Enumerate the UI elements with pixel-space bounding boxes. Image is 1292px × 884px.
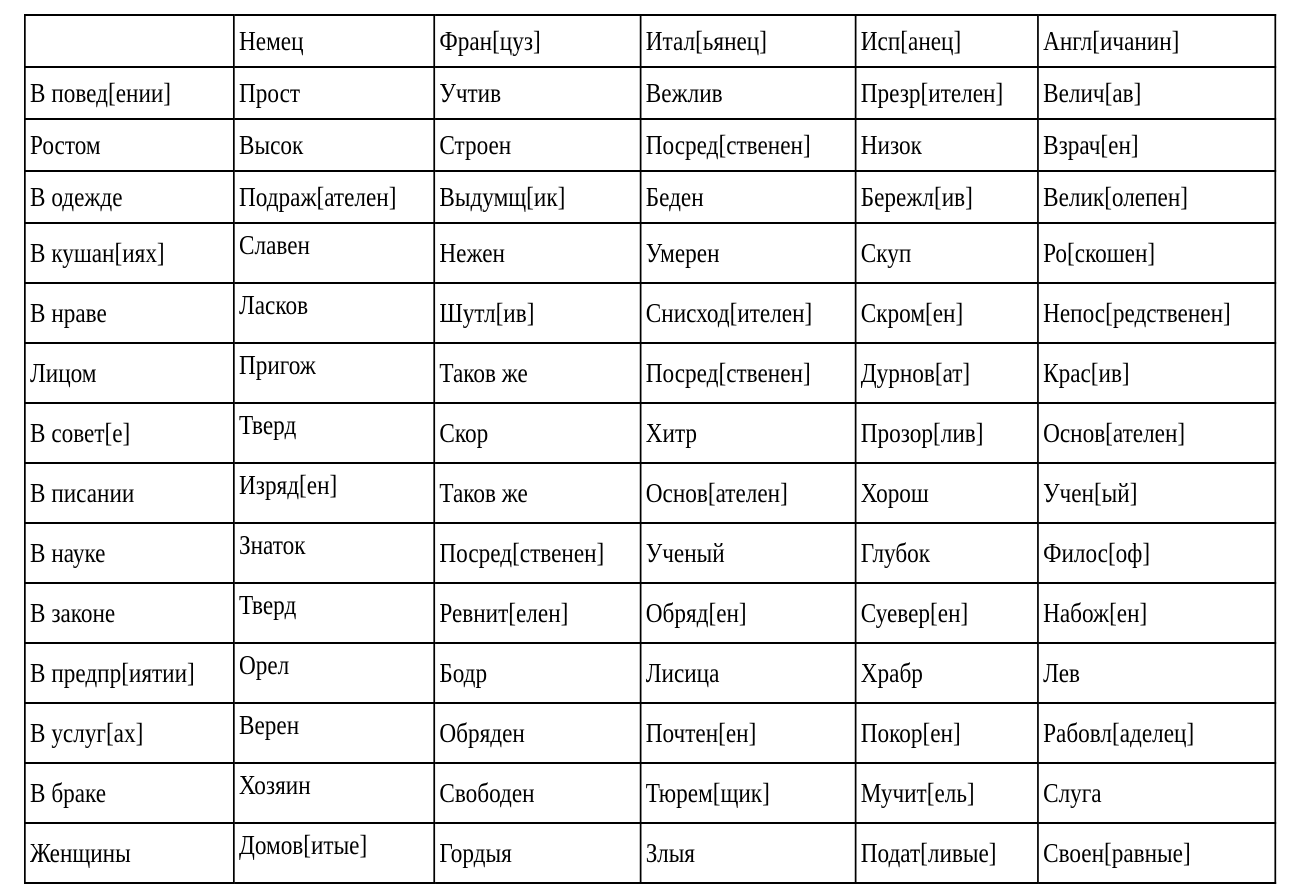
header-cell-english: Англ[ичанин] <box>1038 15 1275 67</box>
table-cell: Таков же <box>434 343 640 403</box>
table-cell: Шутл[ив] <box>434 283 640 343</box>
table-cell: Прозор[лив] <box>856 403 1038 463</box>
table-row <box>25 643 1275 703</box>
table-row <box>25 583 1275 643</box>
table-cell: Вежлив <box>641 67 856 119</box>
row-label: Лицом <box>25 343 234 403</box>
table-cell: Ревнит[елен] <box>434 583 640 643</box>
table-cell: Свободен <box>434 763 640 823</box>
table-cell: Выдумщ[ик] <box>434 171 640 223</box>
table-cell: Учтив <box>434 67 640 119</box>
table-cell: Дурнов[ат] <box>856 343 1038 403</box>
table-cell: Ученый <box>641 523 856 583</box>
header-cell-italian: Итал[ьянец] <box>641 15 856 67</box>
table-cell: Основ[ателен] <box>1038 403 1275 463</box>
row-label: В писании <box>25 463 234 523</box>
row-label: В услуг[ах] <box>25 703 234 763</box>
table-row <box>25 403 1275 463</box>
table-row <box>25 343 1275 403</box>
header-row <box>25 15 1275 67</box>
table-row <box>25 823 1275 883</box>
row-label: В одежде <box>25 171 234 223</box>
table-cell: Нежен <box>434 223 640 283</box>
table-cell: Снисход[ителен] <box>641 283 856 343</box>
table-cell: Храбр <box>856 643 1038 703</box>
table-cell: Скуп <box>856 223 1038 283</box>
table-cell: Бережл[ив] <box>856 171 1038 223</box>
table-cell: Слуга <box>1038 763 1275 823</box>
table-cell: Учен[ый] <box>1038 463 1275 523</box>
row-label: В законе <box>25 583 234 643</box>
table-cell: Таков же <box>434 463 640 523</box>
row-label: В предпр[иятии] <box>25 643 234 703</box>
table-cell: Высок <box>234 119 434 171</box>
table-cell: Скор <box>434 403 640 463</box>
table-cell: Суевер[ен] <box>856 583 1038 643</box>
table-cell: Рабовл[аделец] <box>1038 703 1275 763</box>
table-cell: Лисица <box>641 643 856 703</box>
table-cell: Умерен <box>641 223 856 283</box>
table-cell: Строен <box>434 119 640 171</box>
row-label: В кушан[иях] <box>25 223 234 283</box>
table-cell: Покор[ен] <box>856 703 1038 763</box>
table-row <box>25 463 1275 523</box>
row-label: В браке <box>25 763 234 823</box>
header-cell-empty <box>25 15 234 67</box>
table-cell: Велич[ав] <box>1038 67 1275 119</box>
header-cell-german: Немец <box>234 15 434 67</box>
header-cell-french: Фран[цуз] <box>434 15 640 67</box>
table-cell: Глубок <box>856 523 1038 583</box>
table-cell: Посред[ственен] <box>434 523 640 583</box>
table-cell: Низок <box>856 119 1038 171</box>
header-cell-spanish: Исп[анец] <box>856 15 1038 67</box>
table-cell: Тверд <box>234 583 434 643</box>
table-cell: Непос[редственен] <box>1038 283 1275 343</box>
table-cell: Подат[ливые] <box>856 823 1038 883</box>
table-cell: Лев <box>1038 643 1275 703</box>
table-row <box>25 67 1275 119</box>
table-cell: Крас[ив] <box>1038 343 1275 403</box>
table-cell: Подраж[ателен] <box>234 171 434 223</box>
row-label: В науке <box>25 523 234 583</box>
row-label: В совет[е] <box>25 403 234 463</box>
table-row <box>25 523 1275 583</box>
row-label: В нраве <box>25 283 234 343</box>
table-cell: Обряден <box>434 703 640 763</box>
row-label: В повед[ении] <box>25 67 234 119</box>
table-cell: Домов[итые] <box>234 823 434 883</box>
table-cell: Хорош <box>856 463 1038 523</box>
table-cell: Посред[ственен] <box>641 343 856 403</box>
table-cell: Скром[ен] <box>856 283 1038 343</box>
table-cell: Злыя <box>641 823 856 883</box>
table-cell: Мучит[ель] <box>856 763 1038 823</box>
table-cell: Гордыя <box>434 823 640 883</box>
nations-comparison-table <box>24 14 1276 884</box>
table-cell: Ро[скошен] <box>1038 223 1275 283</box>
table-cell: Пригож <box>234 343 434 403</box>
table-cell: Знаток <box>234 523 434 583</box>
nations-table-container <box>24 14 1292 884</box>
table-cell: Тверд <box>234 403 434 463</box>
table-cell: Основ[ателен] <box>641 463 856 523</box>
table-cell: Верен <box>234 703 434 763</box>
row-label: Ростом <box>25 119 234 171</box>
table-cell: Бодр <box>434 643 640 703</box>
table-cell: Филос[оф] <box>1038 523 1275 583</box>
table-cell: Велик[олепен] <box>1038 171 1275 223</box>
table-cell: Посред[ственен] <box>641 119 856 171</box>
table-cell: Хозяин <box>234 763 434 823</box>
table-row <box>25 171 1275 223</box>
table-cell: Беден <box>641 171 856 223</box>
table-cell: Славен <box>234 223 434 283</box>
row-label: Женщины <box>25 823 234 883</box>
table-cell: Взрач[ен] <box>1038 119 1275 171</box>
table-cell: Орел <box>234 643 434 703</box>
table-row <box>25 119 1275 171</box>
table-cell: Почтен[ен] <box>641 703 856 763</box>
table-cell: Набож[ен] <box>1038 583 1275 643</box>
table-cell: Прост <box>234 67 434 119</box>
table-row <box>25 223 1275 283</box>
table-cell: Своен[равные] <box>1038 823 1275 883</box>
table-cell: Ласков <box>234 283 434 343</box>
table-cell: Тюрем[щик] <box>641 763 856 823</box>
table-row <box>25 283 1275 343</box>
table-cell: Изряд[ен] <box>234 463 434 523</box>
table-cell: Обряд[ен] <box>641 583 856 643</box>
table-cell: Хитр <box>641 403 856 463</box>
table-row <box>25 763 1275 823</box>
table-row <box>25 703 1275 763</box>
table-cell: Презр[ителен] <box>856 67 1038 119</box>
